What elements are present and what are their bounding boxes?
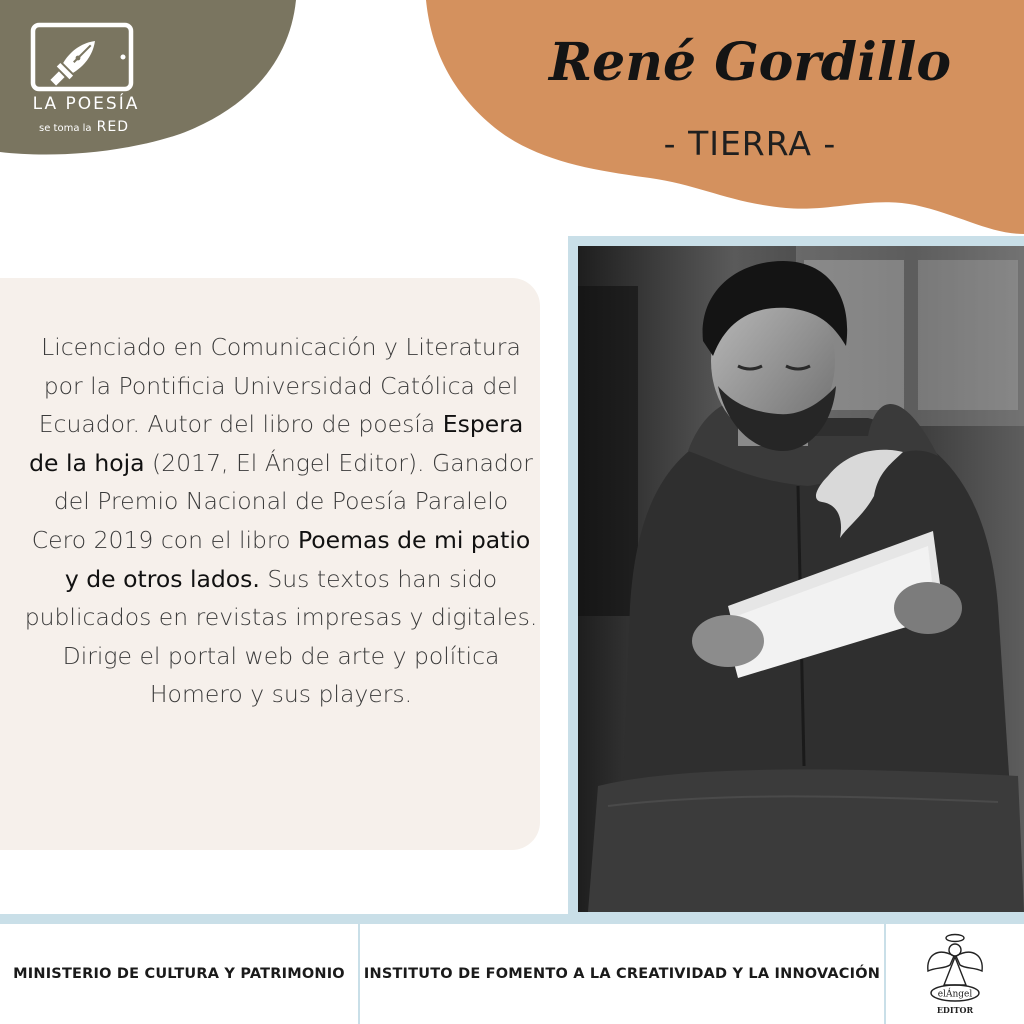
la-poesia-logo <box>28 22 140 137</box>
book-title-espera: Espera de la hoja <box>29 410 524 477</box>
sponsor-instituto-text: INSTITUTO DE FOMENTO A LA CREATIVIDAD Y LA INNOVACIÓN <box>363 966 881 982</box>
editor-logo-label: EDITOR <box>936 1005 974 1015</box>
logo-subtitle-red: RED <box>96 119 129 135</box>
bio-part-2: (2017, El Ángel Editor). Ganador del Premio Nacional de Poesía Paralelo Cero 2019 con el libro <box>31 448 533 554</box>
sponsor-ministerio-text: MINISTERIO DE CULTURA Y PATRIMONIO <box>13 966 345 982</box>
logo-subtitle-small: se toma la <box>39 123 92 134</box>
sponsors-footer <box>0 924 1024 1024</box>
bio-part-3: Sus textos han sido publicados en revistas impresas y digitales. Dirige el portal web de arte y política Homero y sus players. <box>24 564 538 709</box>
bio-part-1: Licenciado en Comunicación y Literatura por la Pontificia Universidad Católica del Ecuador. Autor del libro de poesía <box>38 333 521 439</box>
logo-subtitle <box>28 116 140 135</box>
book-title-poemas: Poemas de mi patio y de otros lados. <box>64 525 531 593</box>
angel-icon <box>920 929 990 1019</box>
sponsor-instituto <box>360 924 884 1024</box>
sponsor-ministerio <box>0 924 358 1024</box>
footer-band <box>0 914 1024 924</box>
editor-logo-name: elÁngel <box>937 989 973 1000</box>
poet-photo-illustration <box>578 246 1024 912</box>
poet-photo <box>578 246 1024 912</box>
tablet-pen-nib-icon <box>30 22 134 92</box>
bio-text <box>24 328 538 714</box>
poet-name: René Gordillo <box>548 32 952 93</box>
el-angel-editor-logo <box>886 924 1024 1024</box>
poem-title: - TIERRA - <box>663 124 837 163</box>
logo-title: LA POESÍA <box>32 94 140 114</box>
